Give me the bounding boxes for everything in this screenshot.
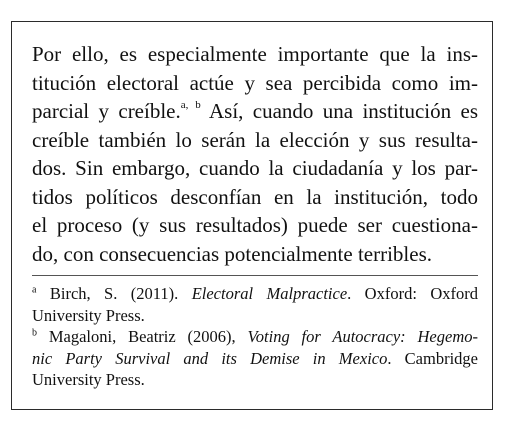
- footnote-b-title-part-1: Voting for Autocracy: Hegemo-: [247, 327, 478, 346]
- footnote-b-title-part-2: nic Party Survival and its Demise in Mexico: [32, 348, 388, 368]
- paragraph-line-8: do, con consecuencias potencialmente terribles.: [32, 241, 433, 266]
- paragraph-line-2: titución electoral actúe y sea percibida como im-: [32, 70, 478, 95]
- body-paragraph: [32, 40, 478, 268]
- footnote-a-title: Electoral Malpractice: [191, 284, 348, 303]
- footnote-a-line-1: [32, 283, 478, 305]
- paragraph-line-3-end: Así, cuando una institución es: [200, 99, 479, 123]
- paragraph-line-6: tidos políticos desconfían en la institución, todo: [32, 184, 478, 209]
- footnote-b-line-1: [32, 326, 478, 348]
- footnote-b-author: Magaloni, Beatriz (2006),: [37, 327, 248, 346]
- paragraph-line-5: dos. Sin embargo, cuando la ciudadanía y los par-: [32, 156, 478, 180]
- footnote-a-marker: a: [32, 284, 37, 296]
- footnote-reference[interactable]: a, b: [180, 99, 201, 111]
- paragraph-line-3: [32, 97, 478, 126]
- footnote-a-author: Birch, S. (2011).: [36, 284, 192, 303]
- paragraph-line-1: Por ello, es especialmente importante que la ins-: [32, 42, 478, 66]
- footnote-a-line-2: University Press.: [32, 305, 145, 325]
- footnote-b-line-2: [32, 348, 478, 370]
- footnote-b-marker: b: [32, 327, 37, 339]
- footnote-b-publisher: . Cambridge: [387, 348, 478, 368]
- text-box: [11, 21, 493, 410]
- paragraph-line-4: creíble también lo serán la elección y sus resulta-: [32, 127, 478, 152]
- footnotes: [32, 283, 478, 391]
- paragraph-line-7: el proceso (y sus resultados) puede ser cuestiona-: [32, 213, 478, 237]
- footnote-divider: [32, 275, 478, 276]
- footnote-b-line-3: University Press.: [32, 370, 145, 389]
- paragraph-line-3-start: parcial y creíble.: [32, 99, 181, 123]
- footnote-a-publisher: . Oxford: Oxford: [347, 284, 478, 303]
